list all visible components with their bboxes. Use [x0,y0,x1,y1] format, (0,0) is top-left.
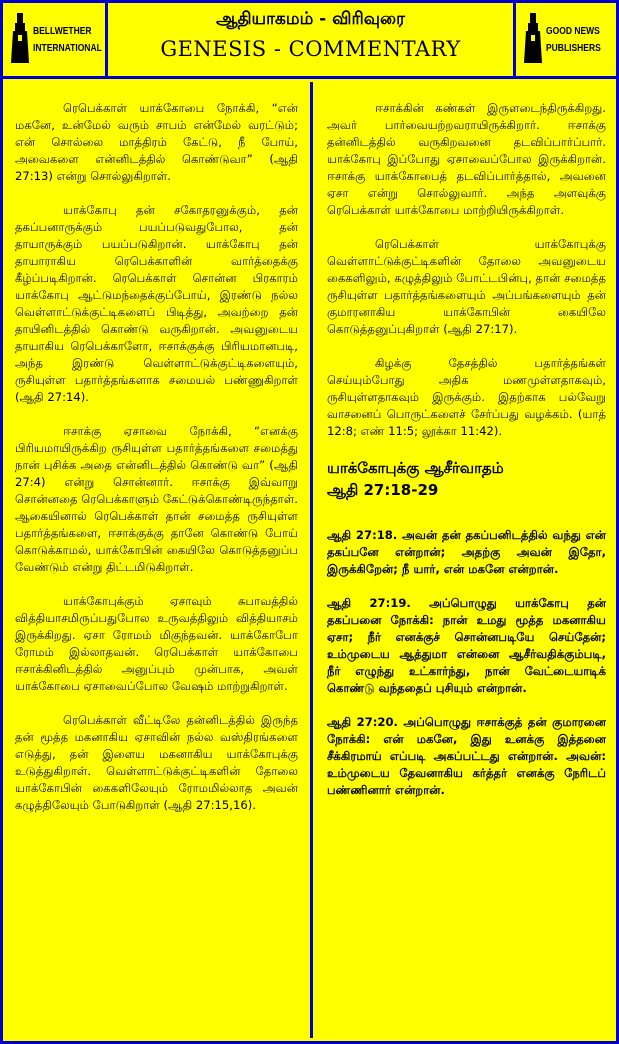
paragraph: ரெபெக்காள் வீட்டிலே தன்னிடத்தில் இருந்த தன் மூத்த மகனாகிய ஏசாவின் நல்ல வஸ்திரங்களை எடுத்து, தன் இளைய மகனாகிய யாக்கோபுக்கு உடுத்துகிறாள். வெள்ளாட்டுக்குட்டிகளின் தோலை யாக்கோபின் கைகளிலேயும் ரோமமில்லாத அவன் கழுத்திலேயும் போடுகிறாள் (ஆதி 27:15,16). [15,713,298,812]
paragraph: ரெபெக்காள் யாக்கோபுக்கு வெள்ளாட்டுக்குட்டிகளின் தோலை அவனுடைய கைகளிலும், கழுத்திலும் போட்டபின்பு, தான் சமைத்த ருசியுள்ள பதார்த்தங்களையும் அப்பங்களையும் தன் குமாரனாகிய யாக்கோபின் கையிலே கொடுத்தனுப்புகிறாள் (ஆதி 27:17). [327,237,606,336]
section-heading [327,457,606,501]
paragraph: கிழக்கு தேசத்தில் பதார்த்தங்கள் செய்யும்போது அதிக மணமுள்ளதாகவும், ருசியுள்ளதாகவும் இருக்கும். இதற்காக பல்வேறு வாசனைப் பொருட்களைச் சேர்ப்பது வழக்கம். (யாத் 12:8; எண் 11:5; லூக்கா 11:42). [327,356,606,438]
good-news-logo [513,3,616,76]
right-logo-line1: GOOD NEWS [546,26,600,37]
title-box [108,3,513,76]
paragraph: ஈசாக்கின் கண்கள் இருளடைந்திருக்கிறது. அவர் பார்வையற்றவராயிருக்கிறார். ஈசாக்கு தன்னிடத்தில் வருகிறவனை தடவிப்பார்ப்பார். யாக்கோபு இப்போது ஏசாவைப்போல இருக்கிறான். ஈசாக்கு யாக்கோபைத் தடவிப்பார்த்தால், அவனை ஏசா என்று சொல்லுவார். அந்த அளவுக்கு ரெபெக்காள் யாக்கோபை மாற்றியிருக்கிறாள். [327,101,606,217]
tower-icon [9,13,31,63]
paragraph: ரெபெக்காள் யாக்கோபை நோக்கி, “என் மகனே, உன்மேல் வரும் சாபம் என்மேல் வரட்டும்; என் சொல்லை மாத்திரம் கேட்டு, நீ போய், அவைகளை என்னிடத்தில் கொண்டுவா” (ஆதி 27:13) என்று சொல்லுகிறாள். [15,101,298,183]
section-heading-reference: ஆதி 27:18-29 [327,481,439,499]
title-english: GENESIS - COMMENTARY [160,37,461,61]
left-column [3,82,313,1038]
title-tamil: ஆதியாகமம் - விரிவுரை [216,9,405,29]
verse: ஆதி 27:19. அப்பொழுது யாக்கோபு தன் தகப்பனை நோக்கி: நான் உமது மூத்த மகனாகிய ஏசா; நீர் எனக்குச் சொன்னபடியே செய்தேன்; உம்முடைய ஆத்துமா என்னை ஆசீர்வதிக்கும்படி, நீர் எழுந்து உட்கார்ந்து, நான் வேட்டையாடிக் கொண்டு வந்ததைப் புசியும் என்றான். [327,596,606,695]
right-column [313,82,616,1038]
right-logo-line2: PUBLISHERS [546,43,601,54]
left-logo-line2: INTERNATIONAL [33,43,102,54]
section-heading-title: யாக்கோபுக்கு ஆசீர்வாதம் [327,459,504,477]
left-logo-line1: BELLWETHER [33,26,92,37]
paragraph: யாக்கோபுக்கும் ஏசாவும் சுபாவத்தில் வித்தியாசமிருப்பதுபோல உருவத்திலும் வித்தியாசம் இருக்கிறது. ஏசா ரோமம் மிகுந்தவன். யாக்கோபோ ரோமம் இல்லாதவன். ரெபெக்காள் யாக்கோபை ஈசாக்கினிடத்தில் அனுப்பும் முன்பாக, அவள் யாக்கோபை ஏசாவைப்போல வேஷம் மாற்றுகிறாள். [15,594,298,693]
verse: ஆதி 27:18. அவன் தன் தகப்பனிடத்தில் வந்து என் தகப்பனே என்றான்; அதற்கு அவன் இதோ, இருக்கிறேன்; நீ யார், என் மகனே என்றான். [327,528,606,576]
tower-icon [522,13,544,63]
header [3,3,616,79]
verse: ஆதி 27:20. அப்பொழுது ஈசாக்குத் தன் குமாரனை நோக்கி: என் மகனே, இது உனக்கு இத்தனை சீக்கிரமாய் எப்படி அகப்பட்டது என்றான். அவன்: உம்முடைய தேவனாகிய கர்த்தர் எனக்கு நேரிடப் பண்ணினார் என்றான். [327,715,606,797]
bellwether-logo [3,3,108,76]
paragraph: யாக்கோபு தன் சகோதரனுக்கும், தன் தகப்பனாருக்கும் பயப்படுவதுபோல, தன் தாயாருக்கும் பயப்படுகிறான். யாக்கோபு தன் தாயாராகிய ரெபெக்காளின் வார்த்தைக்கு கீழ்ப்படிகிறான். ரெபெக்காள் சொன்ன பிரகாரம் யாக்கோபு ஆட்டுமந்தைக்குப்போய், இரண்டு நல்ல வெள்ளாட்டுக்குட்டிகளைப் பிடித்து, அவற்றை தன் தாயினிடத்தில் கொண்டு வருகிறான். அவனுடைய தாயாகிய ரெபெக்காளோ, ஈசாக்குக்கு பிரியமானபடி, அந்த இரண்டு வெள்ளாட்டுக்குட்டிகளையும், ருசியுள்ள பதார்த்தங்களாக சமையல் பண்ணுகிறாள் (ஆதி 27:14). [15,203,298,404]
paragraph: ஈசாக்கு ஏசாவை நோக்கி, “எனக்கு பிரியமாயிருக்கிற ருசியுள்ள பதார்த்தங்களை சமைத்து நான் புசிக்க அதை என்னிடத்தில் கொண்டு வா” (ஆதி 27:4) என்று சொன்னார். ஈசாக்கு இவ்வாறு சொன்னதை ரெபெக்காளும் கேட்டுக்கொண்டிருந்தாள். ஆகையினால் ரெபெக்காள் தான் சமைத்த ருசியுள்ள பதார்த்தங்களை, ஈசாக்குக்கு தானே கொண்டு போய் கொடுக்காமல், யாக்கோபின் கையிலே கொடுத்தனுப்ப வேண்டும் என்று திட்டமிடுகிறாள். [15,424,298,574]
